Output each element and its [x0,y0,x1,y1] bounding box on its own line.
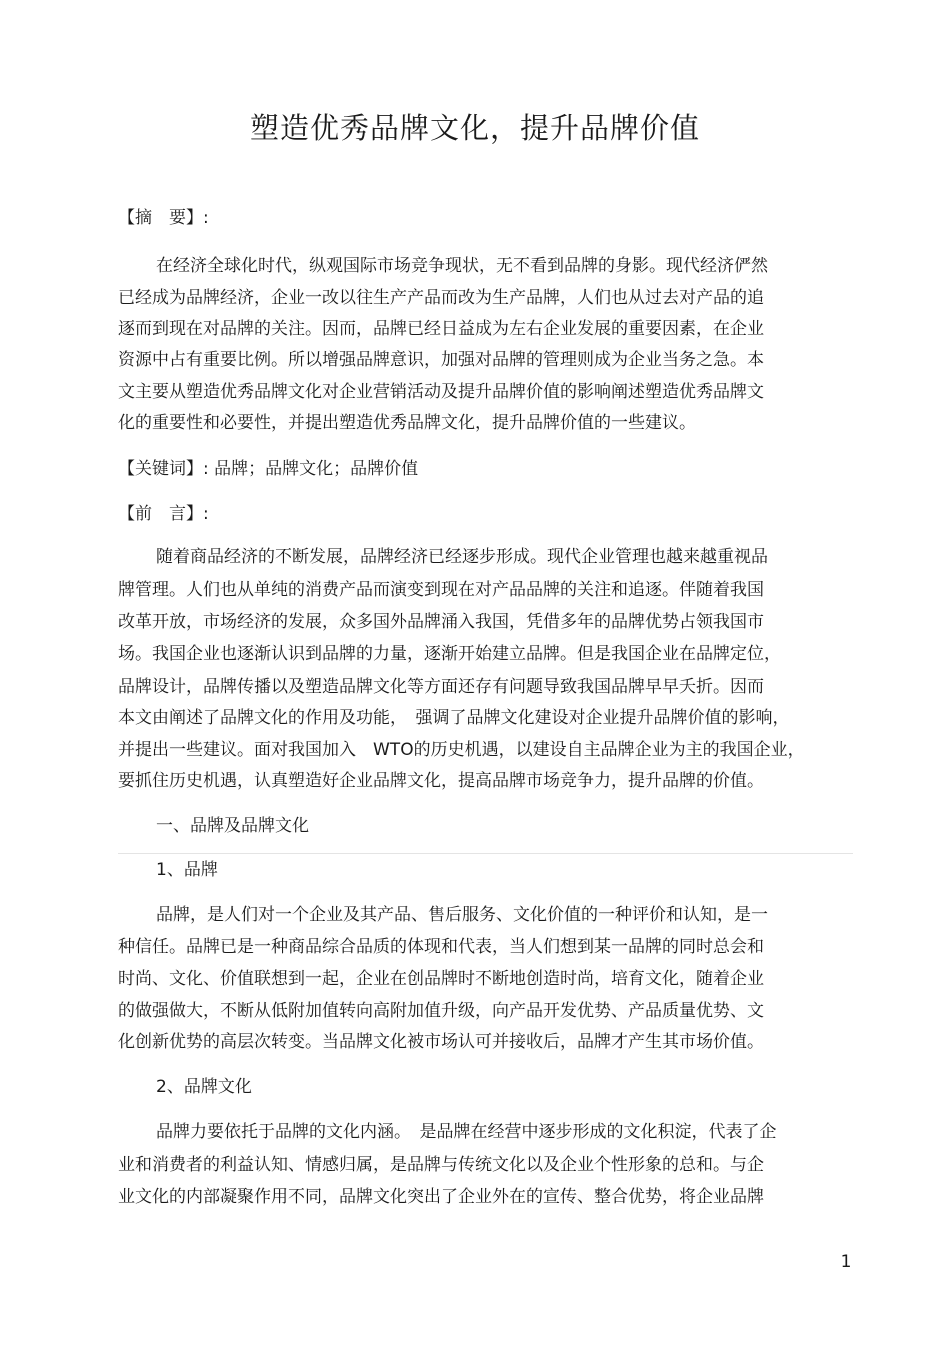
subsection-line: 业文化的内部凝聚作用不同，品牌文化突出了企业外在的宣传、整合优势，将企业品牌 [118,1187,764,1207]
abstract-line: 在经济全球化时代，纵观国际市场竞争现状，无不看到品牌的身影。现代经济俨然 [156,256,768,276]
preface-line: 场。我国企业也逐渐认识到品牌的力量，逐渐开始建立品牌。但是我国企业在品牌定位， [118,644,781,664]
abstract-line: 文主要从塑造优秀品牌文化对企业营销活动及提升品牌价值的影响阐述塑造优秀品牌文 [118,382,764,402]
subsection-heading: 2、品牌文化 [156,1077,252,1097]
subsection-heading: 1、品牌 [156,860,218,880]
abstract-line: 已经成为品牌经济，企业一改以往生产产品而改为生产品牌，人们也从过去对产品的追 [118,288,764,308]
preface-line: 并提出一些建议。面对我国加入 WTO的历史机遇，以建设自主品牌企业为主的我国企业， [118,740,805,760]
subsection-line: 的做强做大，不断从低附加值转向高附加值升级，向产品开发优势、产品质量优势、文 [118,1001,764,1021]
preface-line: 要抓住历史机遇，认真塑造好企业品牌文化，提高品牌市场竞争力，提升品牌的价值。 [118,771,764,791]
subsection-line: 业和消费者的利益认知、情感归属，是品牌与传统文化以及企业个性形象的总和。与企 [118,1155,764,1175]
section-divider [118,853,853,854]
abstract-label: 【摘 要】: [118,208,209,228]
preface-line: 本文由阐述了品牌文化的作用及功能， 强调了品牌文化建设对企业提升品牌价值的影响， [118,708,790,728]
document-title: 塑造优秀品牌文化，提升品牌价值 [249,111,700,145]
preface-label: 【前 言】: [118,504,209,524]
abstract-line: 资源中占有重要比例。所以增强品牌意识，加强对品牌的管理则成为企业当务之急。本 [118,350,764,370]
preface-line: 牌管理。人们也从单纯的消费产品而演变到现在对产品品牌的关注和追逐。伴随着我国 [118,580,764,600]
abstract-line: 化的重要性和必要性，并提出塑造优秀品牌文化，提升品牌价值的一些建议。 [118,413,696,433]
preface-line: 品牌设计，品牌传播以及塑造品牌文化等方面还存有问题导致我国品牌早早夭折。因而 [118,677,764,697]
subsection-line: 种信任。品牌已是一种商品综合品质的体现和代表，当人们想到某一品牌的同时总会和 [118,937,764,957]
page-number: 1 [840,1252,852,1272]
subsection-line: 品牌力要依托于品牌的文化内涵。 是品牌在经营中逐步形成的文化积淀，代表了企 [156,1122,777,1142]
keywords-line: 【关键词】: 品牌；品牌文化；品牌价值 [118,459,419,479]
subsection-line: 时尚、文化、价值联想到一起，企业在创品牌时不断地创造时尚，培育文化，随着企业 [118,969,764,989]
subsection-line: 品牌，是人们对一个企业及其产品、售后服务、文化价值的一种评价和认知，是一 [156,905,768,925]
section-heading: 一、品牌及品牌文化 [156,816,309,836]
preface-line: 改革开放，市场经济的发展，众多国外品牌涌入我国，凭借多年的品牌优势占领我国市 [118,612,764,632]
preface-line: 随着商品经济的不断发展，品牌经济已经逐步形成。现代企业管理也越来越重视品 [156,547,768,567]
abstract-line: 逐而到现在对品牌的关注。因而，品牌已经日益成为左右企业发展的重要因素，在企业 [118,319,764,339]
subsection-line: 化创新优势的高层次转变。当品牌文化被市场认可并接收后，品牌才产生其市场价值。 [118,1032,764,1052]
